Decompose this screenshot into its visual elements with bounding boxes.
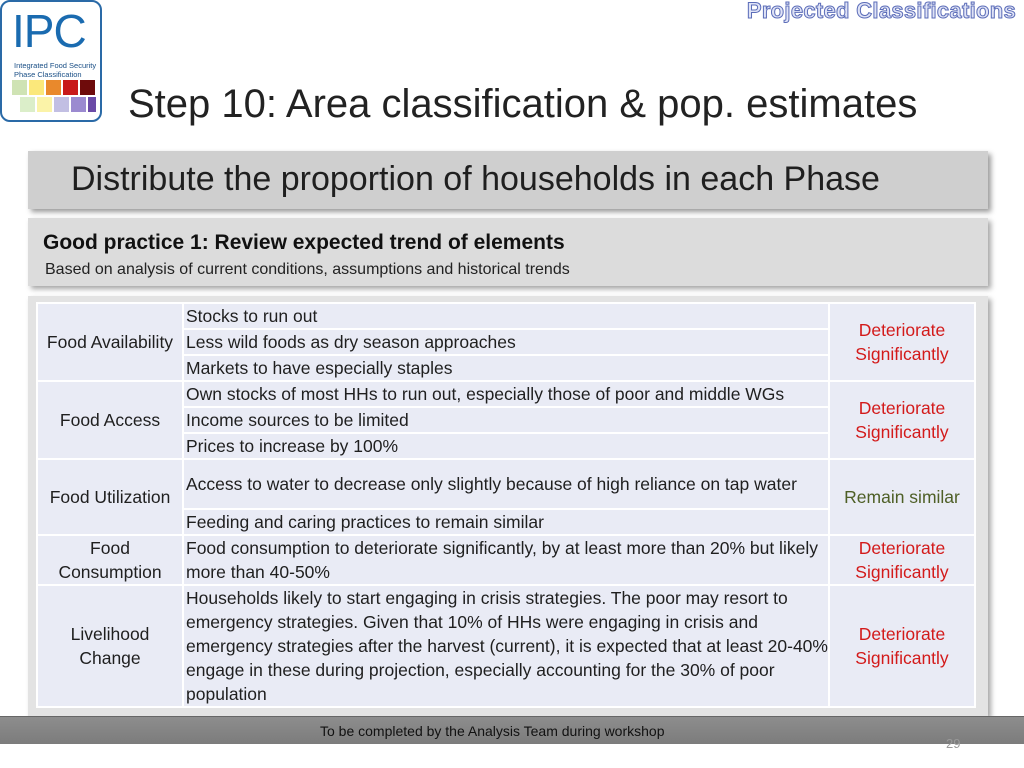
category-food-utilization: Food Utilization (37, 459, 183, 535)
trend-food-utilization (829, 459, 975, 535)
footer-bar (0, 716, 1024, 744)
trend-food-consumption (829, 535, 975, 585)
element-item: Households likely to start engaging in crisis strategies. The poor may resort to emergency strategies. Given that 10% of HHs were engaging in crisis and emergency strategies after the harvest (current), it is expected that at least 20-40% engage in these during projection, especially accounting for the 30% of poor population (183, 585, 829, 707)
trend-line-2: Significantly (855, 422, 949, 442)
category-livelihood-change (37, 585, 183, 707)
category-food-availability: Food Availability (37, 303, 183, 381)
trend-line-2: Significantly (855, 344, 949, 364)
good-practice-box (28, 218, 988, 286)
trend-panel (28, 296, 988, 716)
element-item: Feeding and caring practices to remain similar (183, 509, 829, 535)
logo-line-1: Integrated Food Security (14, 61, 97, 70)
logo-subtitle (14, 61, 96, 79)
trend-line-1: Deteriorate (858, 624, 946, 644)
category-line-1: Livelihood (70, 624, 150, 644)
good-practice-subtitle: Based on analysis of current conditions, assumptions and historical trends (45, 261, 570, 278)
good-practice-title: Good practice 1: Review expected trend of elements (43, 231, 565, 254)
trend-table (36, 302, 976, 708)
element-item: Stocks to run out (183, 303, 829, 329)
category-food-access: Food Access (37, 381, 183, 459)
table-row (37, 459, 975, 509)
category-line-2: Consumption (58, 562, 162, 582)
logo-acronym: IPC (12, 5, 86, 57)
phase-swatch (63, 80, 78, 95)
logo-line-2: Phase Classification (14, 70, 82, 79)
element-item: Markets to have especially staples (183, 355, 829, 381)
table-row (37, 381, 975, 407)
phase-swatch (20, 97, 35, 112)
page-number: 29 (946, 736, 961, 751)
category-line-1: Food (90, 538, 130, 558)
slide-title: Step 10: Area classification & pop. estimates (128, 82, 918, 126)
trend-line-1: Deteriorate (858, 538, 946, 558)
element-item: Income sources to be limited (183, 407, 829, 433)
phase-swatch (54, 97, 69, 112)
phase-swatch (88, 97, 96, 112)
category-food-consumption (37, 535, 183, 585)
element-item: Access to water to decrease only slightly because of high reliance on tap water (183, 459, 829, 509)
trend-food-access (829, 381, 975, 459)
trend-livelihood-change (829, 585, 975, 707)
ipc-logo (0, 0, 102, 122)
table-row (37, 303, 975, 329)
trend-line-1: Deteriorate (858, 320, 946, 340)
table-row (37, 585, 975, 707)
element-item: Less wild foods as dry season approaches (183, 329, 829, 355)
element-item: Prices to increase by 100% (183, 433, 829, 459)
element-item: Food consumption to deteriorate significantly, by at least more than 20% but likely more than 40-50% (183, 535, 829, 585)
phase-swatch (29, 80, 44, 95)
phase-swatch (71, 97, 86, 112)
footer-text: To be completed by the Analysis Team during workshop (320, 723, 665, 739)
trend-line-2: Significantly (855, 648, 949, 668)
element-item: Own stocks of most HHs to run out, especially those of poor and middle WGs (183, 381, 829, 407)
distribute-banner (28, 151, 988, 209)
banner-text: Distribute the proportion of households in each Phase (71, 160, 880, 198)
phase-swatch (46, 80, 61, 95)
trend-line-2: Significantly (855, 562, 949, 582)
phase-swatch (12, 80, 27, 95)
projected-classifications-label: Projected Classifications (746, 0, 1016, 23)
trend-line-1: Remain similar (844, 487, 960, 507)
trend-food-availability (829, 303, 975, 381)
category-line-2: Change (79, 648, 141, 668)
phase-swatch (37, 97, 52, 112)
phase-swatch (80, 80, 95, 95)
table-row (37, 535, 975, 585)
trend-line-1: Deteriorate (858, 398, 946, 418)
